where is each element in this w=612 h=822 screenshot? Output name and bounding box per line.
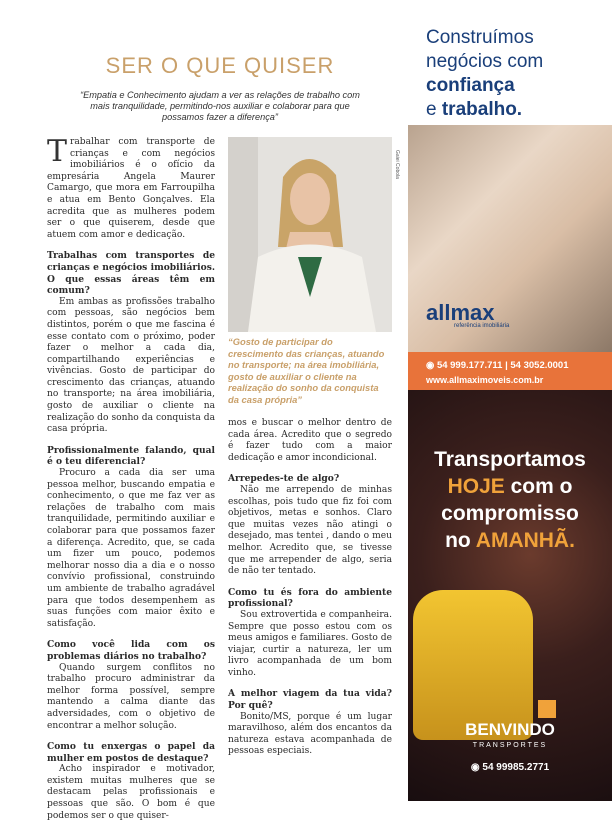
headline-line: no [445,529,471,552]
question: Como tu enxergas o papel da mulher em postos de destaque? [47,741,215,764]
lede: “Empatia e Conhecimento ajudam a ver as relações de trabalho com mais tranquilidade, permitindo-nos auxiliar e colaborar para que possamos fazer a diferença” [80,90,360,122]
answer: Sou extrovertida e companheira. Sempre que posso estou com os meus amigos e familiares. Gosto de viajar, curtir a natureza, ler um livro acompanhada de um bom vinho. [228,609,392,678]
question: Arrepedes-te de algo? [228,473,340,485]
headline-bold: confiança [426,75,515,96]
question: Profissionalmente falando, qual é o teu diferencial? [47,444,215,468]
headline-line: negócios com [426,51,544,72]
portrait-photo [228,137,392,332]
question: A melhor viagem da tua vida? Por quê? [228,688,392,712]
answer-continued: mos e buscar o melhor dentro de cada área. Acredito que o segredo é fazer tudo com a maior dedicação e amor incondicional. [228,418,392,463]
benvindo-headline [408,446,612,554]
benvindo-logo-icon [538,700,556,718]
allmax-ad[interactable] [408,0,612,390]
headline-bold: trabalho. [441,99,523,120]
allmax-phones: 54 999.177.711 | 54 3052.0001 [436,360,569,371]
answer: Quando surgem conflitos no trabalho procuro administrar da melhor forma possível, sempre mantendo a calma diante das adversidades, com o objetivo de encontrar a melhor solução. [47,662,215,731]
allmax-headline [426,26,543,122]
headline-line: Construímos [426,27,534,48]
answer: Em ambas as profissões trabalho com pessoas, são negócios bem distintos, porém o que me fascina é esse contato com o próximo, poder fazer o melhor a cada dia, compartilhando experiências e vivências. Gosto de participar do crescimento das crianças, atuando no transporte; na área imobiliária, gosto de auxiliar o cliente na realização do sonho da conquista da casa própria. [47,296,215,435]
question: Trabalhas com transportes de crianças e negócios imobiliários. O que essas áreas têm em comum? [47,250,215,297]
whatsapp-icon: ◉ [470,762,483,773]
answer: Bonito/MS, porque é um lugar maravilhoso, além dos encantos da natureza estava acompanhada de pessoas especiais. [228,711,392,757]
dropcap: T [47,134,68,169]
portrait-illustration [228,137,392,332]
photo-credit: Gaiei Cobola [394,150,400,179]
headline-line: Transportamos [434,448,586,471]
headline-line: compromisso [441,502,579,525]
allmax-contact-bar [408,352,612,390]
question: Como você lida com os problemas diários no trabalho? [47,639,215,662]
benvindo-phone-number: 54 99985.2771 [482,762,550,773]
headline-highlight: AMANHÃ. [475,529,575,552]
headline-line: e [426,99,437,120]
benvindo-ad[interactable] [408,390,612,801]
answer: Procuro a cada dia ser uma pessoa melhor, buscando empatia e conhecimento, o que me faz ver as relações de trabalho com mais tranquilidade, permitindo auxiliar e colaborar para que possamos fazer a diferença. Acredito, que, se cada um fizer um pouco, podemos melhorar nosso dia a dia e o nosso convívio profissional, construindo um ambiente de trabalho agradável para que todos desempenhem as suas funções com maior êxito e satisfação. [47,468,215,629]
answer: Acho inspirador e motivador, existem muitas mulheres que se destacam pelas profissionais e pessoas que são. O bom é que podemos ser o que quiser- [47,764,215,821]
benvindo-sub: TRANSPORTES [472,742,548,749]
crayon-bucket-image [413,590,533,740]
benvindo-phone [408,762,612,773]
intro-text: rabalhar com transporte de crianças e com negócios imobiliários é o ofício da empresária Angela Maurer Camargo, que mora em Farroupilha e atua em Bento Gonçalves. Ela acredita que as mulheres podem ser o que quiserem, desde que atuem com amor e dedicação. [47,137,215,240]
benvindo-brand: BENVINDO [465,720,555,739]
page-title: SER O QUE QUISER [105,53,335,78]
column-left [47,134,215,822]
question: Como tu és fora do ambiente profissional? [228,586,392,610]
whatsapp-icon: ◉ [426,360,437,371]
headline-highlight: HOJE [447,475,505,498]
pull-quote: “Gosto de participar do crescimento das crianças, atuando no transporte; na área imobiliária, gosto de auxiliar o cliente na realização do sonho da conquista da casa própria” [228,336,385,405]
headline-line: com o [510,475,573,498]
answer: Não me arrependo de minhas escolhas, pois tudo que fiz foi com objetivos, metas e sonhos. Claro que muitas vezes não atingi o desejado, mas tentei , dando o meu melhor. Acredito que, se tivesse que me arrepender de algo, seria de não ter tentado. [228,484,392,577]
column-right [228,418,392,758]
allmax-website[interactable]: www.allmaximoveis.com.br [426,375,544,385]
allmax-tagline: referência imobiliária [454,323,510,329]
allmax-logo: allmax [426,300,495,325]
